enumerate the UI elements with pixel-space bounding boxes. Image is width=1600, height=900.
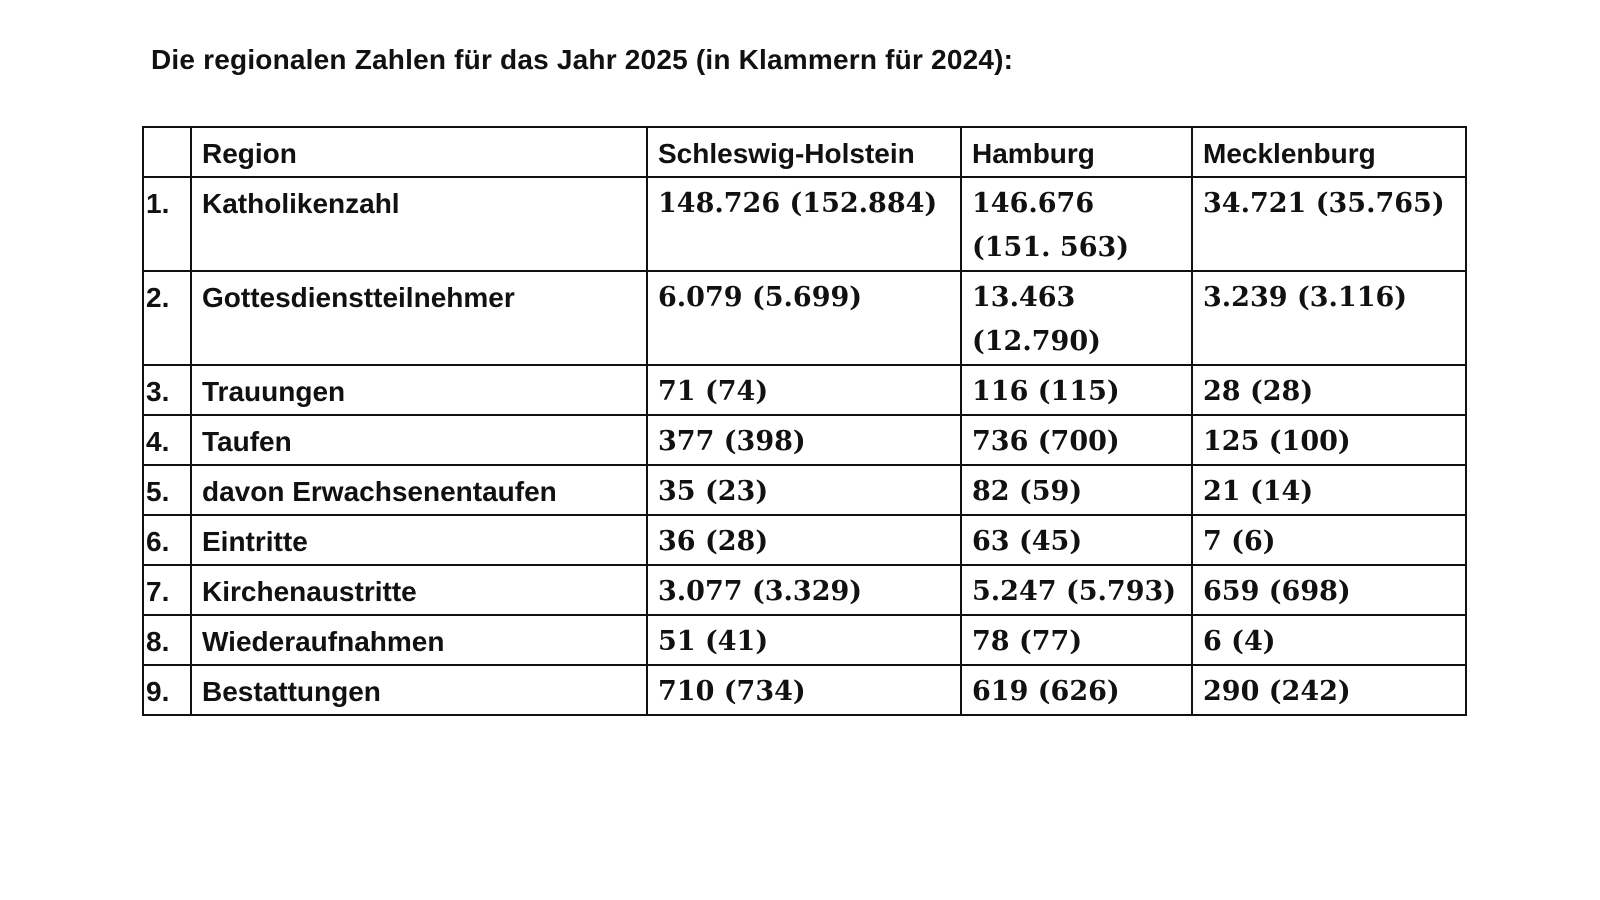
row-number: 9. xyxy=(143,665,191,715)
table-row xyxy=(143,615,1466,665)
value-schleswig-holstein: 35 (23) xyxy=(647,465,961,515)
value-hamburg: 116 (115) xyxy=(961,365,1192,415)
row-number: 6. xyxy=(143,515,191,565)
value-hamburg: 146.676 (151. 563) xyxy=(961,177,1192,271)
table-row xyxy=(143,415,1466,465)
row-label: Taufen xyxy=(191,415,647,465)
value-mecklenburg: 28 (28) xyxy=(1192,365,1466,415)
value-hamburg: 619 (626) xyxy=(961,665,1192,715)
value-mecklenburg: 290 (242) xyxy=(1192,665,1466,715)
value-schleswig-holstein: 36 (28) xyxy=(647,515,961,565)
table-row xyxy=(143,515,1466,565)
row-number: 7. xyxy=(143,565,191,615)
row-number: 1. xyxy=(143,177,191,271)
header-region: Region xyxy=(191,127,647,177)
row-label: Katholikenzahl xyxy=(191,177,647,271)
row-number: 8. xyxy=(143,615,191,665)
value-hamburg: 78 (77) xyxy=(961,615,1192,665)
value-hamburg: 63 (45) xyxy=(961,515,1192,565)
value-hamburg: 82 (59) xyxy=(961,465,1192,515)
header-hamburg: Hamburg xyxy=(961,127,1192,177)
row-label: Trauungen xyxy=(191,365,647,415)
value-schleswig-holstein: 3.077 (3.329) xyxy=(647,565,961,615)
value-schleswig-holstein: 51 (41) xyxy=(647,615,961,665)
table-row xyxy=(143,465,1466,515)
table-row xyxy=(143,271,1466,365)
row-number: 3. xyxy=(143,365,191,415)
table-row xyxy=(143,665,1466,715)
value-mecklenburg: 21 (14) xyxy=(1192,465,1466,515)
row-label: Gottesdienstteilnehmer xyxy=(191,271,647,365)
value-schleswig-holstein: 71 (74) xyxy=(647,365,961,415)
row-label: Bestattungen xyxy=(191,665,647,715)
row-label: davon Erwachsenentaufen xyxy=(191,465,647,515)
row-label: Eintritte xyxy=(191,515,647,565)
table-header-row xyxy=(143,127,1466,177)
header-number-cell xyxy=(143,127,191,177)
value-hamburg: 736 (700) xyxy=(961,415,1192,465)
value-schleswig-holstein: 710 (734) xyxy=(647,665,961,715)
statistics-table xyxy=(142,126,1467,716)
table-row xyxy=(143,177,1466,271)
row-number: 2. xyxy=(143,271,191,365)
value-schleswig-holstein: 6.079 (5.699) xyxy=(647,271,961,365)
page-title: Die regionalen Zahlen für das Jahr 2025 (in Klammern für 2024): xyxy=(151,44,1014,75)
value-mecklenburg: 659 (698) xyxy=(1192,565,1466,615)
row-number: 4. xyxy=(143,415,191,465)
value-hamburg: 5.247 (5.793) xyxy=(961,565,1192,615)
row-label: Wiederaufnahmen xyxy=(191,615,647,665)
row-number: 5. xyxy=(143,465,191,515)
table-row xyxy=(143,365,1466,415)
value-mecklenburg: 7 (6) xyxy=(1192,515,1466,565)
value-schleswig-holstein: 377 (398) xyxy=(647,415,961,465)
value-mecklenburg: 125 (100) xyxy=(1192,415,1466,465)
value-mecklenburg: 6 (4) xyxy=(1192,615,1466,665)
value-mecklenburg: 34.721 (35.765) xyxy=(1192,177,1466,271)
value-hamburg: 13.463 (12.790) xyxy=(961,271,1192,365)
table-row xyxy=(143,565,1466,615)
value-schleswig-holstein: 148.726 (152.884) xyxy=(647,177,961,271)
value-mecklenburg: 3.239 (3.116) xyxy=(1192,271,1466,365)
header-mecklenburg: Mecklenburg xyxy=(1192,127,1466,177)
row-label: Kirchenaustritte xyxy=(191,565,647,615)
header-schleswig-holstein: Schleswig-Holstein xyxy=(647,127,961,177)
